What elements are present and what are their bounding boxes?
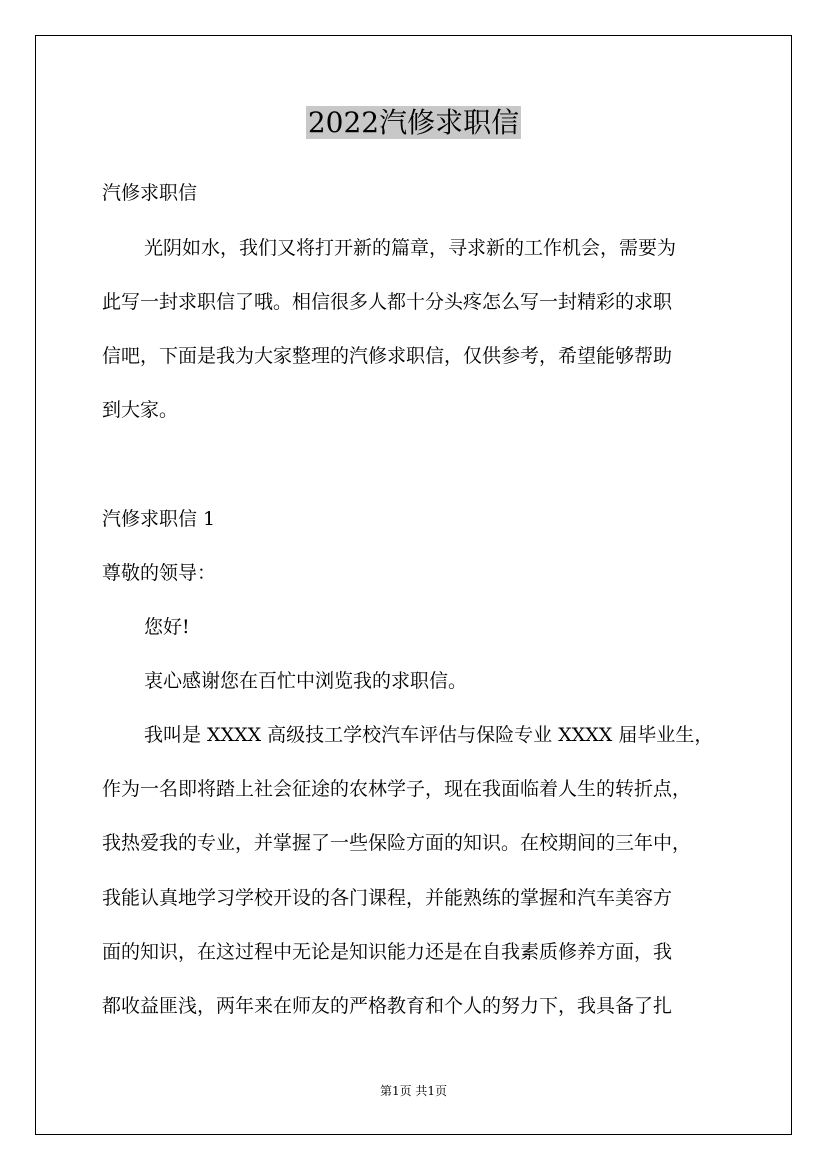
text-line: 我能认真地学习学校开设的各门课程，并能熟练的掌握和汽车美容方	[102, 887, 673, 909]
salutation: 尊敬的领导：	[102, 562, 217, 584]
text-line: 作为一名即将踏上社会征途的农林学子，现在我面临着人生的转折点，	[102, 778, 692, 800]
document-title: 2022汽修求职信	[307, 106, 520, 139]
text-line: 都收益匪浅，两年来在师友的严格教育和个人的努力下，我具备了扎	[102, 995, 673, 1017]
greeting: 您好!	[144, 616, 190, 638]
text-line: 我叫是 XXXX 高级技工学校汽车评估与保险专业 XXXX 届毕业生，	[144, 724, 714, 746]
text-line: 信吧，下面是我为大家整理的汽修求职信，仅供参考，希望能够帮助	[102, 345, 673, 367]
text-line: 到大家。	[102, 399, 179, 421]
text-line: 衷心感谢您在百忙中浏览我的求职信。	[144, 670, 468, 692]
section-heading: 汽修求职信 1	[102, 508, 216, 530]
page-footer: 第1页 共1页	[379, 1084, 448, 1098]
text-line: 光阴如水，我们又将打开新的篇章，寻求新的工作机会，需要为	[144, 237, 677, 259]
text-line: 此写一封求职信了哦。相信很多人都十分头疼怎么写一封精彩的求职	[102, 291, 673, 313]
section-heading: 汽修求职信	[102, 182, 198, 204]
text-line: 面的知识，在这过程中无论是知识能力还是在自我素质修养方面，我	[102, 941, 673, 963]
text-line: 我热爱我的专业，并掌握了一些保险方面的知识。在校期间的三年中，	[102, 832, 692, 854]
